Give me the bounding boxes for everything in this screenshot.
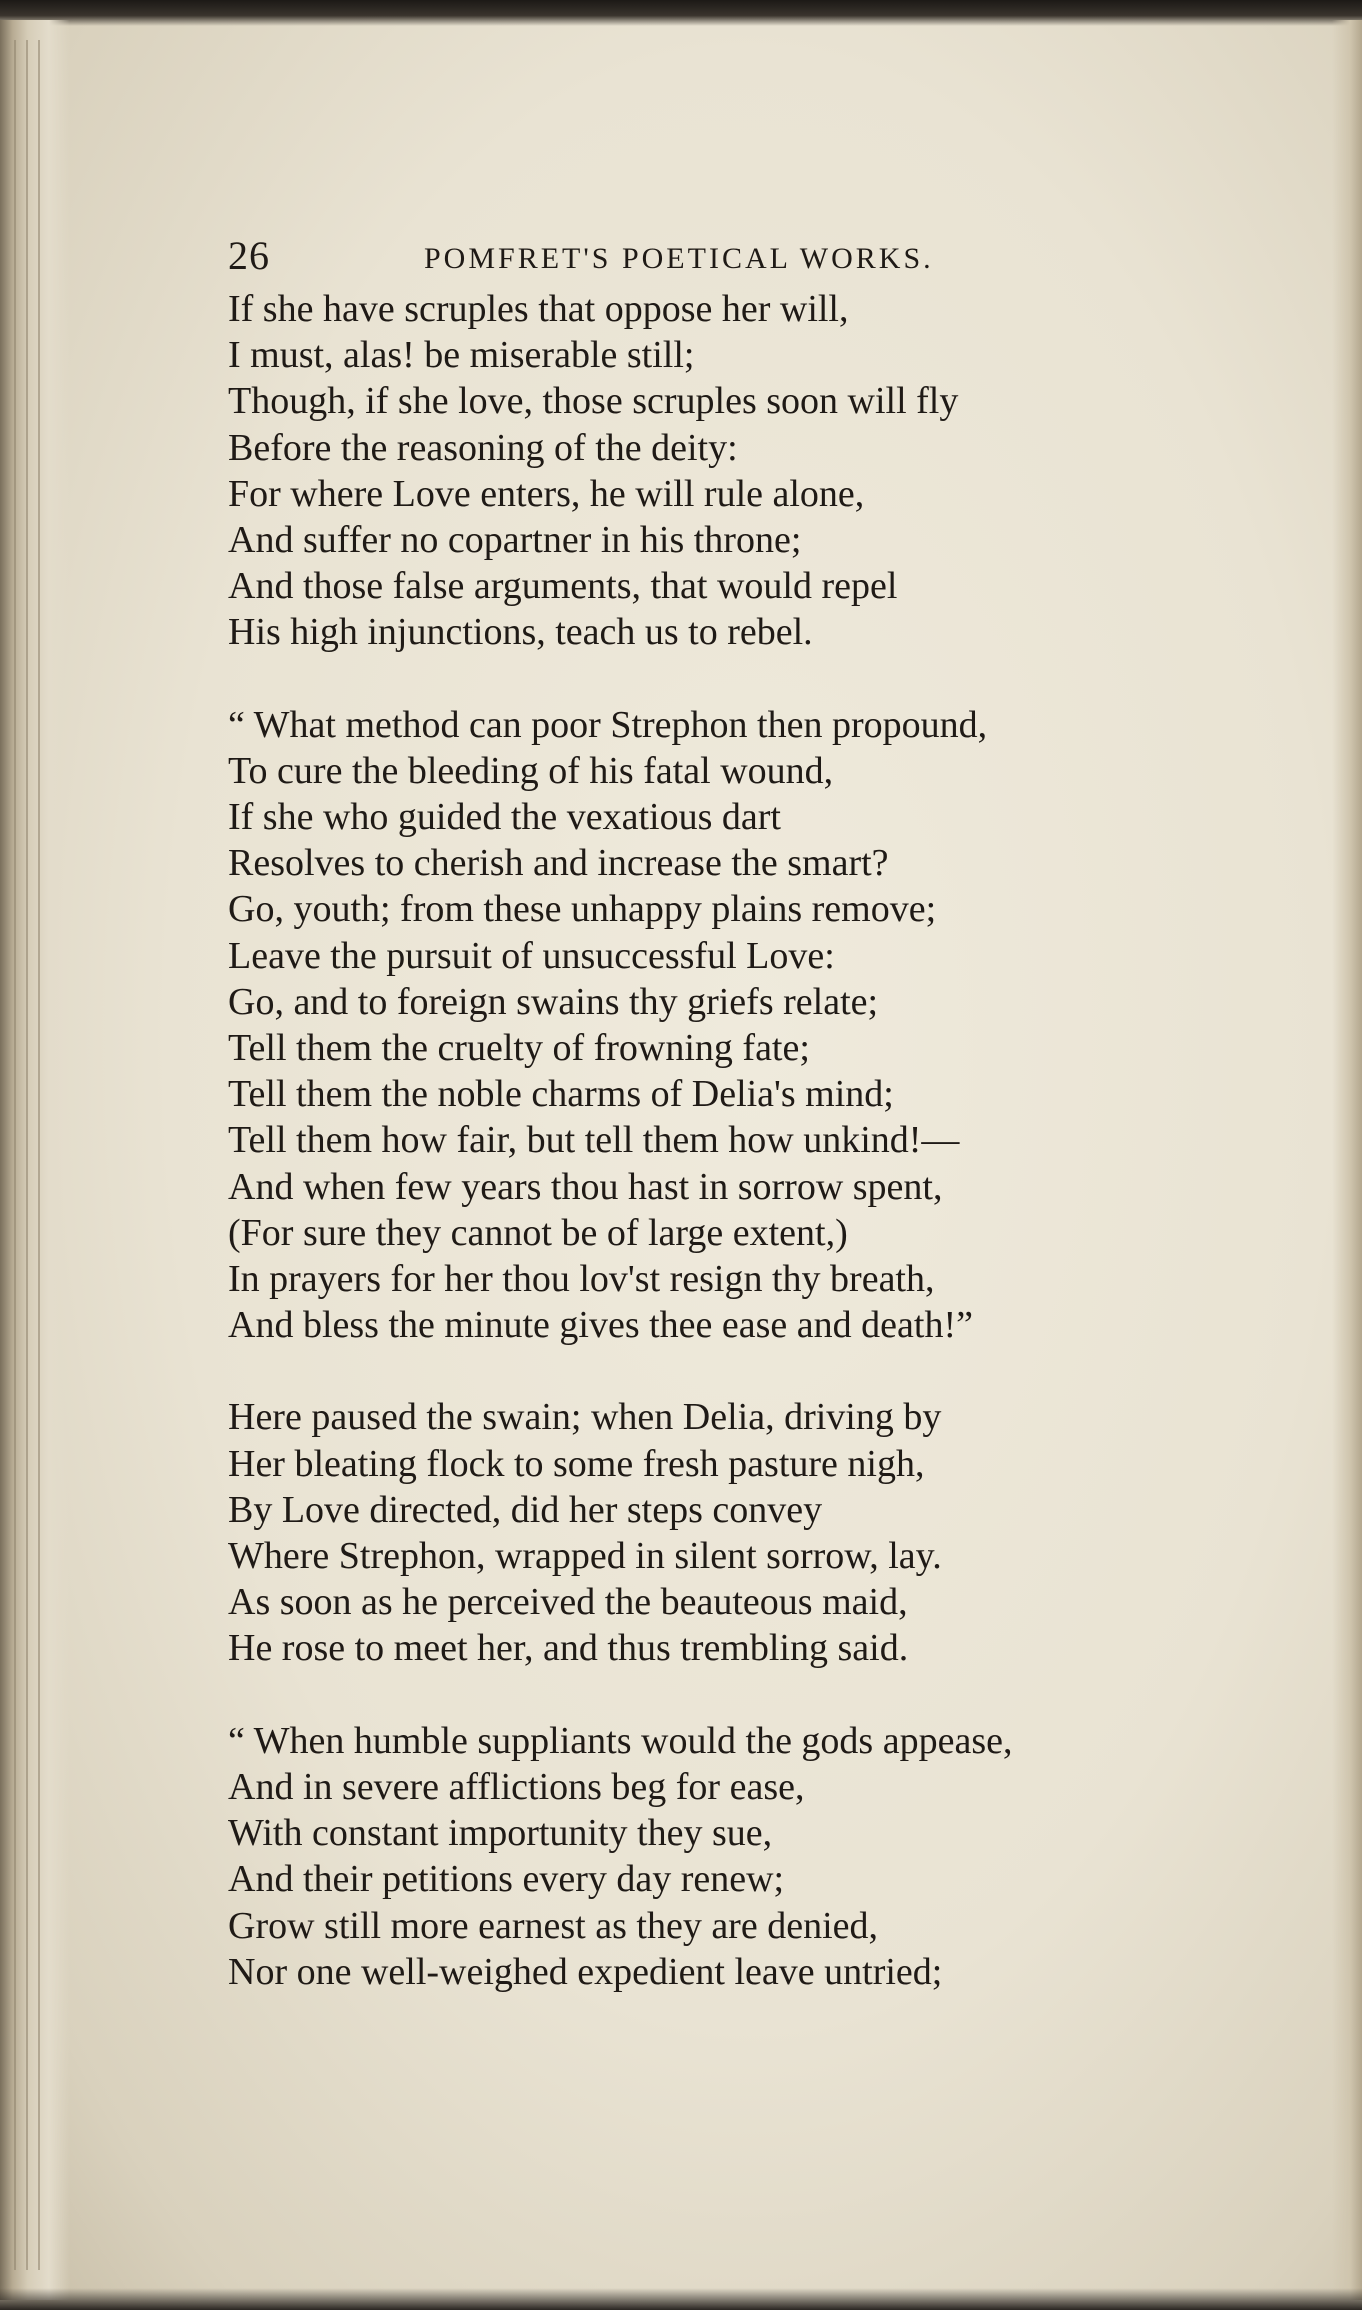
verse-line: Here paused the swain; when Delia, driving by xyxy=(228,1396,942,1439)
verse-line: I must, alas! be miserable still; xyxy=(228,334,695,377)
gutter-line xyxy=(26,40,28,2270)
stanza xyxy=(228,1394,1268,1671)
verse-line: Leave the pursuit of unsuccessful Love: xyxy=(228,934,835,977)
verse-line: Tell them the cruelty of frowning fate; xyxy=(228,1027,810,1070)
running-head: POMFRET'S POETICAL WORKS. xyxy=(424,242,934,275)
verse-line: And in severe afflictions beg for ease, xyxy=(228,1765,805,1808)
scan-right-edge xyxy=(1332,20,1362,2300)
verse-line: Go, youth; from these unhappy plains remove; xyxy=(228,888,937,931)
verse-line: And when few years thou hast in sorrow spent, xyxy=(228,1165,943,1208)
gutter-line xyxy=(38,40,40,2270)
verse-line: Nor one well-weighed expedient leave untried; xyxy=(228,1950,943,1993)
stanza xyxy=(228,702,1268,1349)
scan-bottom-edge xyxy=(0,2288,1362,2310)
verse-line: “ When humble suppliants would the gods appease, xyxy=(228,1719,1013,1762)
page-content xyxy=(228,226,1268,2041)
verse-line: “ What method can poor Strephon then propound, xyxy=(228,703,988,746)
verse-line: Before the reasoning of the deity: xyxy=(228,426,738,469)
verse-line: For where Love enters, he will rule alone, xyxy=(228,472,865,515)
page-header xyxy=(228,226,1268,286)
scan-top-edge xyxy=(0,0,1362,26)
verse-line: In prayers for her thou lov'st resign thy breath, xyxy=(228,1258,935,1301)
verse-line: As soon as he perceived the beauteous maid, xyxy=(228,1581,908,1624)
stanza xyxy=(228,1718,1268,1995)
verse-line: And those false arguments, that would repel xyxy=(228,565,898,608)
verse-line: Her bleating flock to some fresh pasture nigh, xyxy=(228,1442,925,1485)
verse-line: And their petitions every day renew; xyxy=(228,1858,785,1901)
verse-line: And bless the minute gives thee ease and death!” xyxy=(228,1304,973,1347)
verse-line: If she who guided the vexatious dart xyxy=(228,796,781,839)
gutter-line xyxy=(14,40,16,2270)
verse-line: Tell them how fair, but tell them how unkind!— xyxy=(228,1119,960,1162)
verse-line: Grow still more earnest as they are denied, xyxy=(228,1904,878,1947)
verse-line: And suffer no copartner in his throne; xyxy=(228,519,802,562)
verse-line: To cure the bleeding of his fatal wound, xyxy=(228,749,834,792)
stanza xyxy=(228,286,1268,656)
verse-line: Resolves to cherish and increase the smart? xyxy=(228,842,889,885)
verse-line: Go, and to foreign swains thy griefs relate; xyxy=(228,980,879,1023)
page-number: 26 xyxy=(228,233,270,278)
verse-line: With constant importunity they sue, xyxy=(228,1812,773,1855)
page-gutter xyxy=(0,20,70,2300)
verse-line: He rose to meet her, and thus trembling said. xyxy=(228,1627,909,1670)
verse-line: If she have scruples that oppose her will, xyxy=(228,288,849,330)
verse-line: By Love directed, did her steps convey xyxy=(228,1488,823,1531)
verse-line: (For sure they cannot be of large extent,) xyxy=(228,1211,848,1254)
verse-line: Though, if she love, those scruples soon will fly xyxy=(228,380,959,423)
verse-line: Tell them the noble charms of Delia's mind; xyxy=(228,1073,894,1116)
verse-line: Where Strephon, wrapped in silent sorrow, lay. xyxy=(228,1535,942,1578)
verse-line: His high injunctions, teach us to rebel. xyxy=(228,611,813,654)
